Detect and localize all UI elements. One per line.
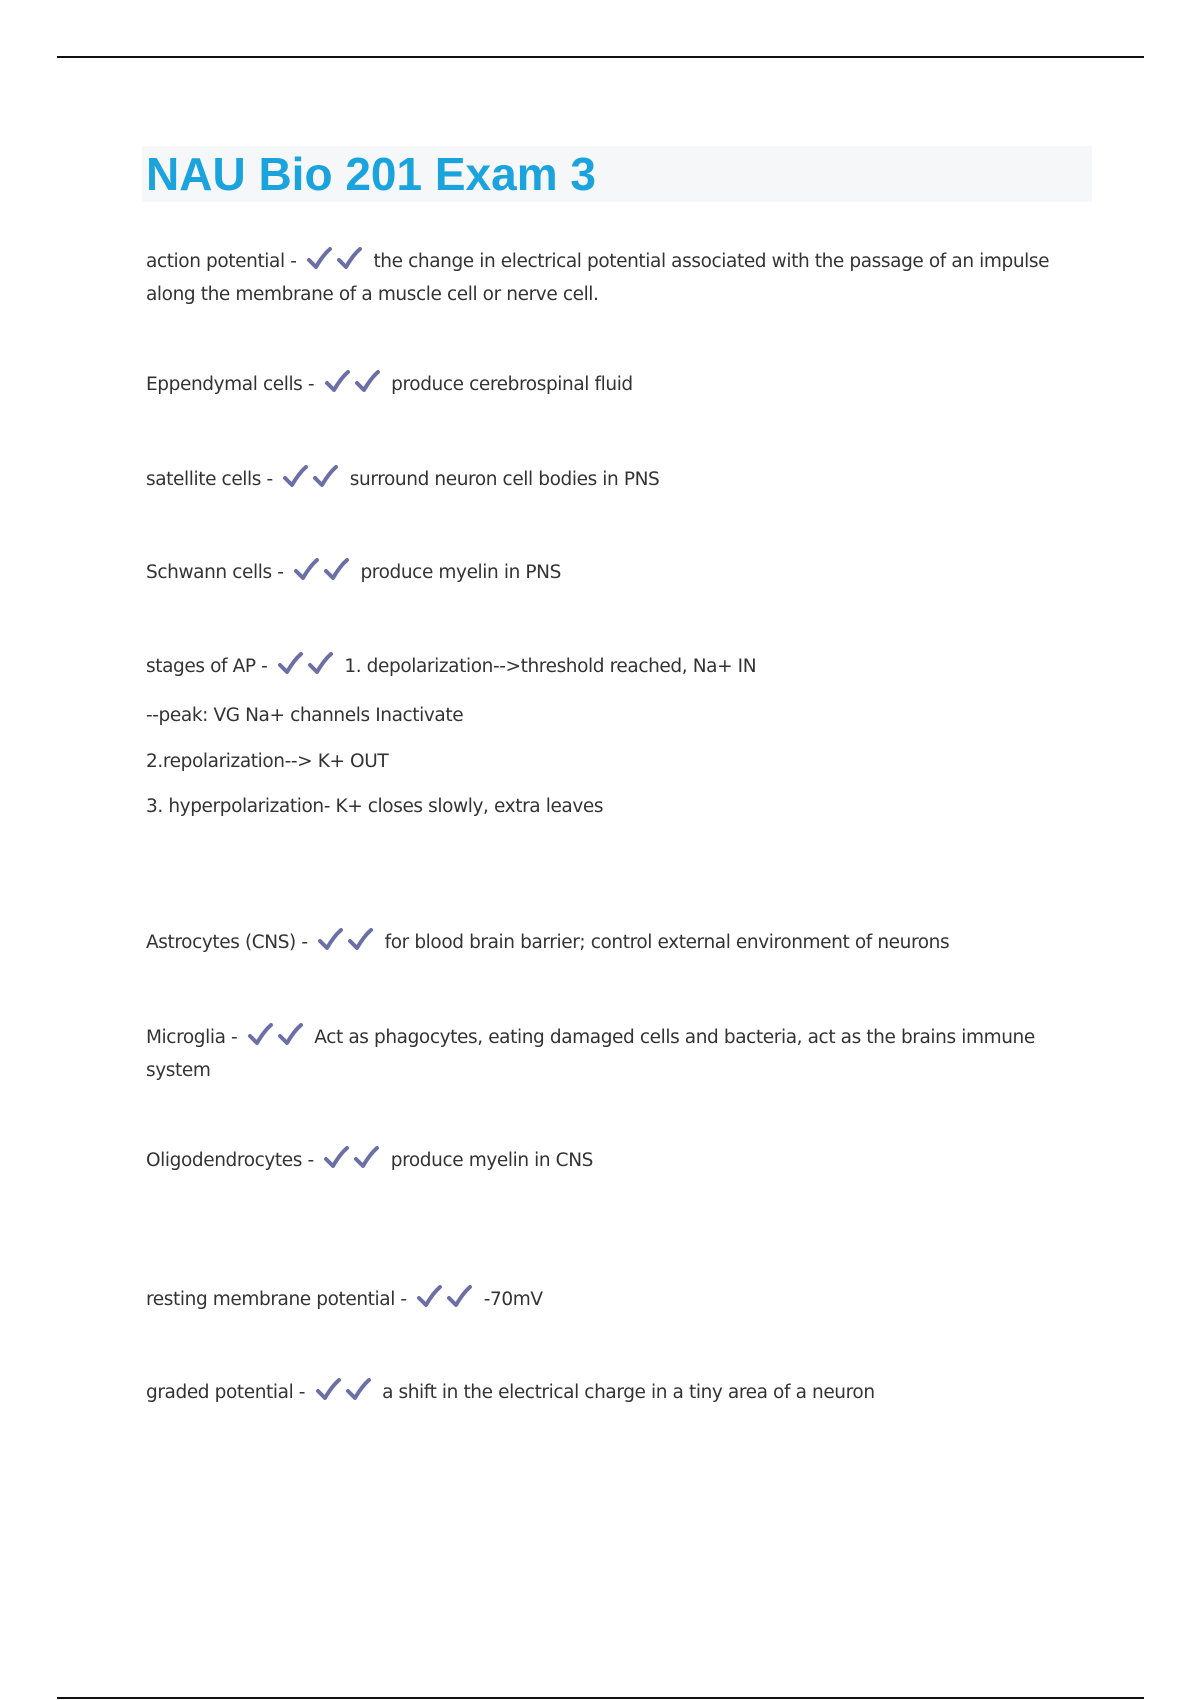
double-checkmark-icon — [323, 1146, 383, 1179]
flashcard-entry — [146, 1023, 1066, 1085]
checkmark-icon — [277, 1023, 304, 1047]
flashcard-entry — [146, 370, 1066, 403]
entry-term: stages of AP - — [146, 656, 268, 677]
flashcard-entry — [146, 465, 1066, 498]
checkmark-icon — [323, 1146, 350, 1170]
entry-term: resting membrane potential - — [146, 1289, 407, 1310]
entry-term: action potential - — [146, 251, 297, 272]
double-checkmark-icon — [282, 465, 342, 498]
checkmark-icon — [307, 652, 334, 676]
checkmark-icon — [446, 1285, 473, 1309]
checkmark-icon — [354, 370, 381, 394]
entry-definition: for blood brain barrier; control external environment of neurons — [384, 932, 950, 953]
double-checkmark-icon — [324, 370, 384, 403]
entry-definition: produce myelin in CNS — [390, 1150, 593, 1171]
double-checkmark-icon — [306, 247, 366, 280]
checkmark-icon — [293, 558, 320, 582]
checkmark-icon — [282, 465, 309, 489]
flashcard-entry — [146, 928, 1066, 961]
entry-extra-line: --peak: VG Na+ channels Inactivate — [146, 705, 464, 726]
double-checkmark-icon — [315, 1378, 375, 1411]
entry-term: Astrocytes (CNS) - — [146, 932, 308, 953]
checkmark-icon — [277, 652, 304, 676]
checkmark-icon — [336, 247, 363, 271]
flashcard-entry — [146, 1378, 1066, 1411]
flashcard-entry — [146, 247, 1066, 309]
flashcard-entry — [146, 1146, 1066, 1179]
entry-extra-line: 3. hyperpolarization- K+ closes slowly, extra leaves — [146, 796, 604, 817]
entry-definition: produce myelin in PNS — [360, 562, 561, 583]
checkmark-icon — [324, 370, 351, 394]
entry-continuation: along the membrane of a muscle cell or nerve cell. — [146, 284, 599, 305]
entry-extra-line: 2.repolarization--> K+ OUT — [146, 751, 389, 772]
double-checkmark-icon — [277, 652, 337, 685]
checkmark-icon — [247, 1023, 274, 1047]
footer-rule — [57, 1697, 1144, 1699]
entry-term: Eppendymal cells - — [146, 374, 315, 395]
flashcard-entry — [146, 1285, 1066, 1318]
checkmark-icon — [416, 1285, 443, 1309]
entry-term: Oligodendrocytes - — [146, 1150, 314, 1171]
entry-definition: produce cerebrospinal fluid — [391, 374, 633, 395]
checkmark-icon — [323, 558, 350, 582]
checkmark-icon — [315, 1378, 342, 1402]
entry-definition: Act as phagocytes, eating damaged cells and bacteria, act as the brains immune — [314, 1027, 1035, 1048]
double-checkmark-icon — [416, 1285, 476, 1318]
entry-definition: -70mV — [483, 1289, 543, 1310]
flashcard-entry — [146, 558, 1066, 591]
entry-term: Microglia - — [146, 1027, 238, 1048]
entry-definition: the change in electrical potential associated with the passage of an impulse — [373, 251, 1050, 272]
checkmark-icon — [345, 1378, 372, 1402]
entry-continuation: system — [146, 1060, 211, 1081]
checkmark-icon — [353, 1146, 380, 1170]
entry-definition: 1. depolarization-->threshold reached, Na+ IN — [344, 656, 757, 677]
entry-definition: surround neuron cell bodies in PNS — [349, 469, 660, 490]
page-title: NAU Bio 201 Exam 3 — [146, 148, 596, 200]
entry-term: satellite cells - — [146, 469, 273, 490]
checkmark-icon — [306, 247, 333, 271]
entry-definition: a shift in the electrical charge in a tiny area of a neuron — [382, 1382, 875, 1403]
checkmark-icon — [317, 928, 344, 952]
entry-term: Schwann cells - — [146, 562, 284, 583]
double-checkmark-icon — [247, 1023, 307, 1056]
double-checkmark-icon — [293, 558, 353, 591]
entry-term: graded potential - — [146, 1382, 306, 1403]
checkmark-icon — [347, 928, 374, 952]
checkmark-icon — [312, 465, 339, 489]
header-rule — [57, 56, 1144, 58]
double-checkmark-icon — [317, 928, 377, 961]
flashcard-entry — [146, 652, 1066, 821]
